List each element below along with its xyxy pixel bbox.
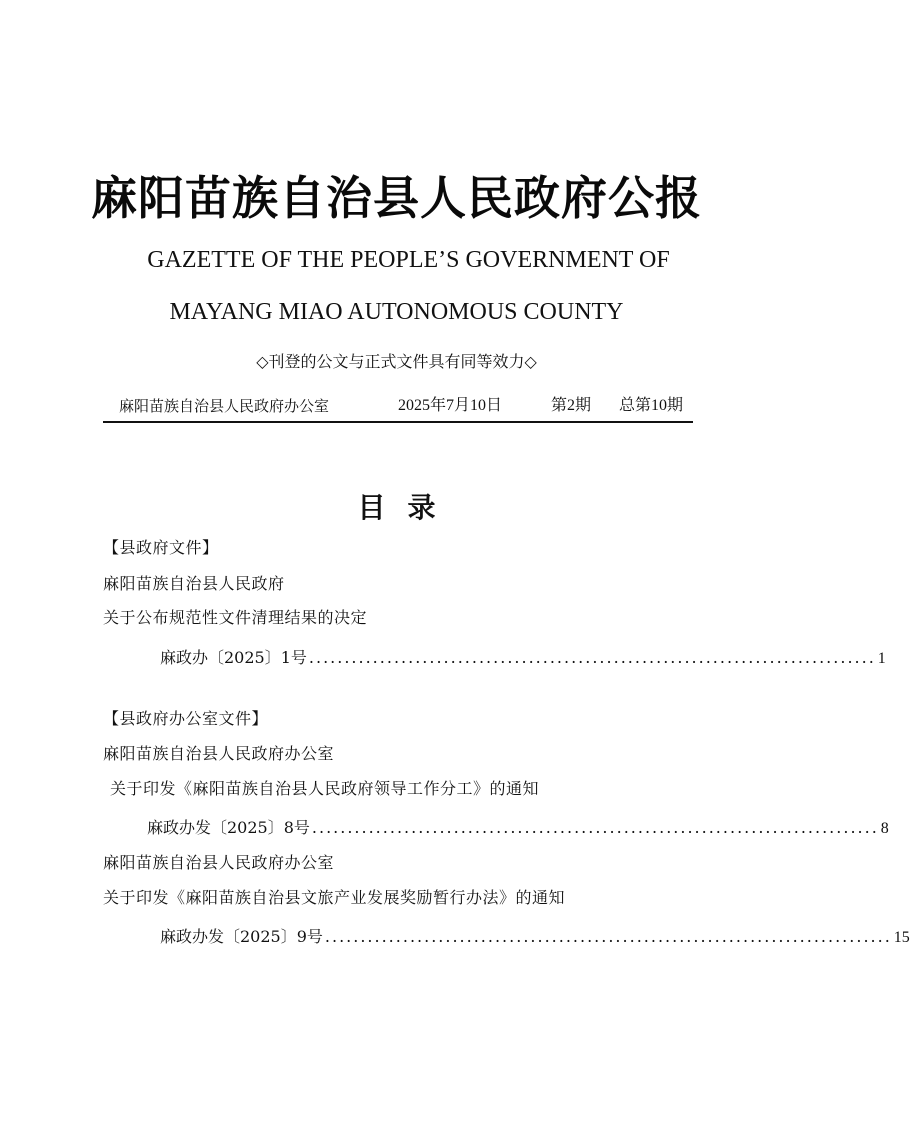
section-heading-county-government: 【县政府文件】: [103, 538, 219, 557]
issuer-office: 麻阳苗族自治县人民政府办公室: [119, 397, 330, 415]
total-issue-number: 总第10期: [619, 397, 684, 414]
validity-notice: ◇刊登的公文与正式文件具有同等效力◇: [256, 352, 537, 371]
entry-issuer: 麻阳苗族自治县人民政府: [103, 574, 285, 593]
gazette-title: 麻阳苗族自治县人民政府公报: [91, 171, 702, 225]
english-title-line-2: MAYANG MIAO AUTONOMOUS COUNTY: [169, 299, 624, 325]
doc-number: 麻政办发〔2025〕9号: [160, 927, 323, 946]
doc-number: 麻政办发〔2025〕8号: [147, 818, 310, 837]
dot-leader: ................................................................................: [324, 927, 892, 946]
toc-entry-line[interactable]: [160, 646, 886, 670]
entry-title-text[interactable]: 关于印发《麻阳苗族自治县文旅产业发展奖励暂行办法》的通知: [103, 888, 566, 907]
issue-info-bar: [103, 394, 693, 418]
dot-leader: ................................................................................: [308, 648, 876, 667]
english-title-line-1: GAZETTE OF THE PEOPLE’S GOVERNMENT OF: [147, 247, 670, 273]
entry-title-text[interactable]: 关于公布规范性文件清理结果的决定: [103, 608, 368, 627]
dot-leader: ................................................................................: [311, 818, 879, 837]
entry-title-text[interactable]: 关于印发《麻阳苗族自治县人民政府领导工作分工》的通知: [110, 779, 540, 798]
header-divider: [103, 421, 693, 423]
toc-entry-line[interactable]: [147, 816, 889, 840]
entry-issuer: 麻阳苗族自治县人民政府办公室: [103, 744, 335, 763]
doc-number: 麻政办〔2025〕1号: [160, 648, 307, 667]
toc-entry-line[interactable]: [160, 925, 910, 949]
page-number: 8: [880, 820, 889, 837]
entry-issuer: 麻阳苗族自治县人民政府办公室: [103, 853, 335, 872]
entry-title[interactable]: [103, 886, 565, 910]
entry-title[interactable]: [110, 777, 539, 801]
issue-number: 第2期: [551, 397, 592, 414]
toc-title: 目录: [357, 491, 458, 524]
entry-title[interactable]: [103, 606, 367, 630]
page-number: 15: [893, 929, 910, 946]
publish-date: 2025年7月10日: [398, 397, 503, 414]
section-heading-county-government-office: 【县政府办公室文件】: [103, 709, 269, 728]
page-number: 1: [877, 650, 886, 667]
